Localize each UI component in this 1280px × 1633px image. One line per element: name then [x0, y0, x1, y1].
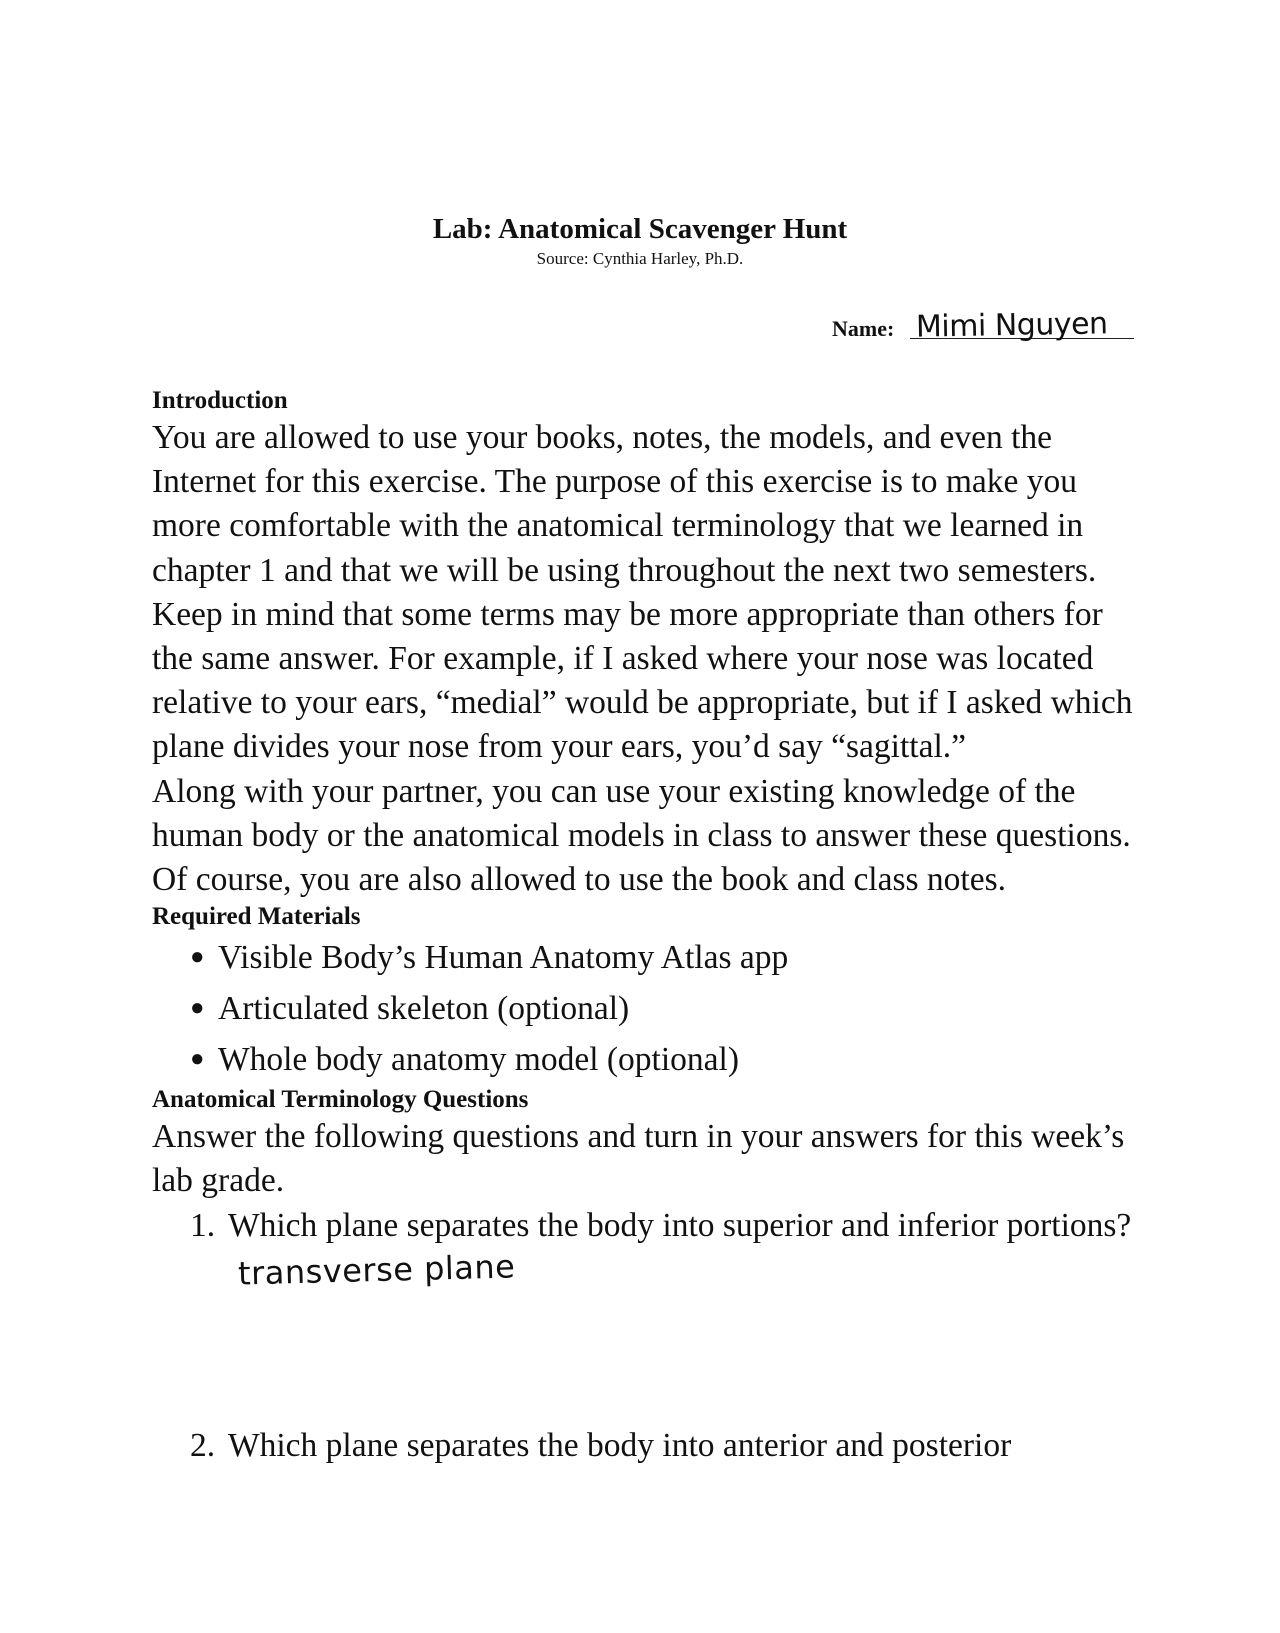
material-label: Articulated skeleton (optional): [218, 990, 630, 1028]
introduction-heading: Introduction: [152, 387, 288, 414]
question-2: [152, 1424, 1148, 1468]
question-text: Which plane separates the body into anterior and posterior: [228, 1426, 1012, 1464]
introduction-paragraph-1: You are allowed to use your books, notes, the models, and even the Internet for this exercise. The purpose of this exercise is to make you more comfortable with the anatomical terminology that we learned in chapter 1 and that we will be using throughout the next two semesters. Keep in mind that some terms may be more appropriate than others for the same answer. For example, if I asked where your nose was located relative to your ears, “medial” would be appropriate, but if I asked which plane divides your nose from your ears, you’d say “sagittal.”: [152, 419, 1133, 766]
document-title: Lab: Anatomical Scavenger Hunt: [432, 213, 848, 245]
questions-list: [152, 1204, 1148, 1468]
list-item: [152, 983, 1148, 1034]
list-item: [152, 932, 1148, 983]
bullet-icon: ●: [190, 995, 205, 1022]
list-item: [152, 1034, 1148, 1085]
source-line: Source: Cynthia Harley, Ph.D.: [536, 249, 744, 268]
materials-heading: Required Materials: [152, 903, 361, 931]
bullet-icon: ●: [190, 944, 205, 971]
question-number: 2.: [190, 1426, 216, 1464]
materials-list: [152, 932, 1148, 1085]
question-number: 1.: [190, 1206, 216, 1244]
handwritten-answer: transverse plane: [237, 1247, 516, 1293]
questions-instructions: Answer the following questions and turn in your answers for this week’s lab grade.: [152, 1118, 1125, 1200]
question-text: Which plane separates the body into superior and inferior portions?: [228, 1206, 1132, 1244]
bullet-icon: ●: [190, 1046, 205, 1073]
material-label: Visible Body’s Human Anatomy Atlas app: [218, 939, 789, 977]
name-handwritten-value: Mimi Nguyen: [915, 306, 1108, 345]
question-1: [152, 1204, 1148, 1424]
name-label: Name:: [832, 316, 895, 341]
name-field: [832, 308, 1142, 348]
document-body: [152, 386, 1148, 1468]
questions-heading: Anatomical Terminology Questions: [152, 1086, 529, 1114]
introduction-paragraph-2: Along with your partner, you can use your existing knowledge of the human body or the anatomical models in class to answer these questions. Of course, you are also allowed to use the book and class notes.: [152, 772, 1131, 899]
material-label: Whole body anatomy model (optional): [218, 1041, 739, 1079]
